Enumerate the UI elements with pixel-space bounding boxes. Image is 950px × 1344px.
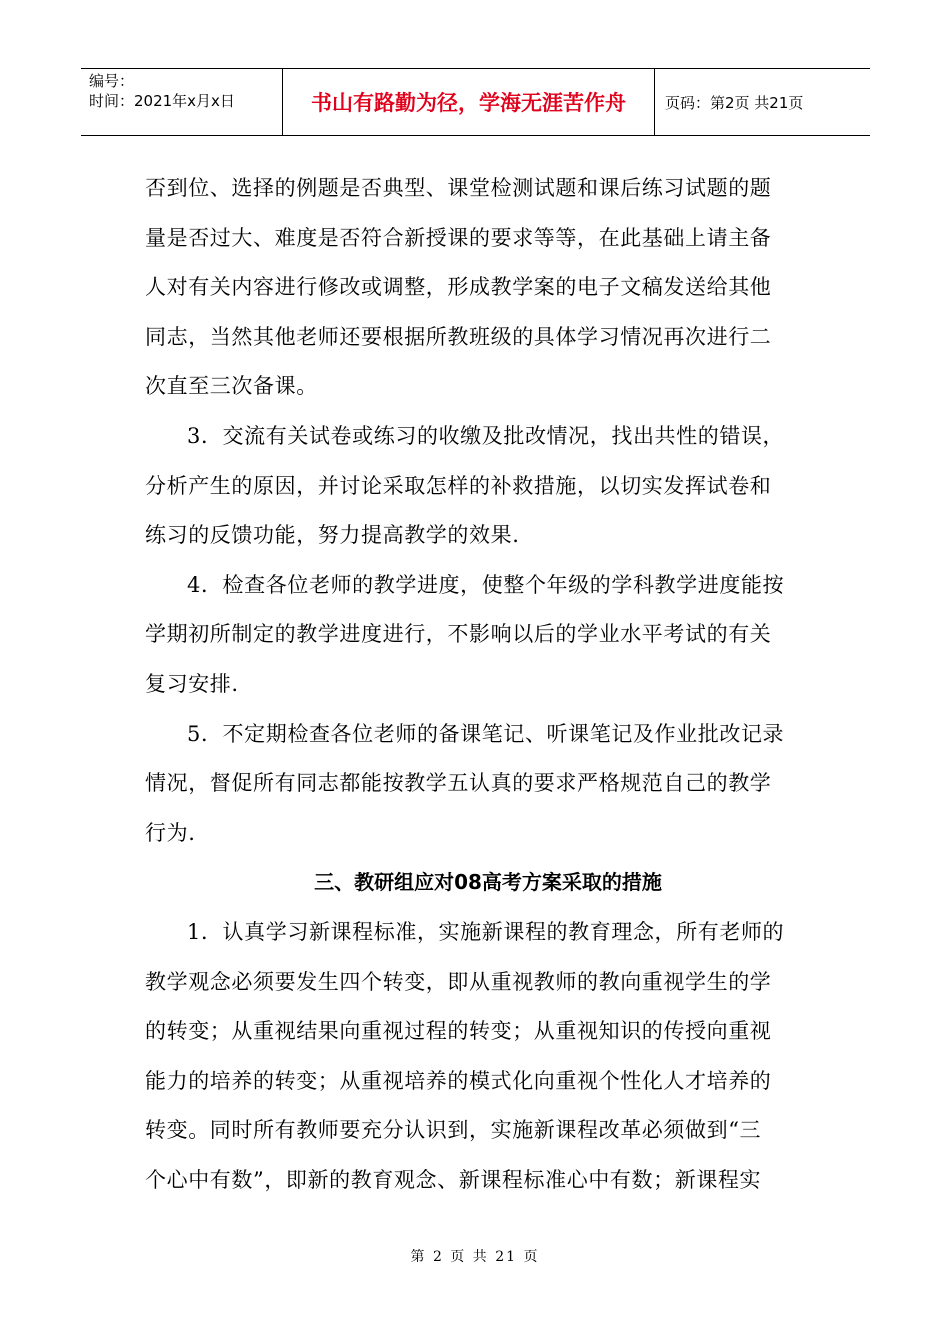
- page-header-table: [81, 68, 870, 136]
- body-line: 3．交流有关试卷或练习的收缴及批改情况，找出共性的错误，: [187, 423, 785, 448]
- document-body: [145, 164, 807, 1205]
- body-line: 1．认真学习新课程标准，实施新课程的教育理念，所有老师的: [187, 919, 785, 944]
- body-line: 学期初所制定的教学进度进行，不影响以后的学业水平考试的有关: [145, 622, 772, 647]
- body-line: 教学观念必须要发生四个转变，即从重视教师的教向重视学生的学: [145, 969, 772, 994]
- body-line: 同志，当然其他老师还要根据所教班级的具体学习情况再次进行二: [145, 324, 772, 349]
- body-line: 5．不定期检查各位老师的备课笔记、听课笔记及作业批改记录: [187, 721, 785, 746]
- body-line: 复习安排.: [145, 671, 239, 696]
- body-line: 情况，督促所有同志都能按教学五认真的要求严格规范自己的教学: [145, 771, 772, 796]
- header-page-info: 页码：第2页 共21页: [665, 93, 804, 112]
- body-line: 量是否过大、难度是否符合新授课的要求等等，在此基础上请主备: [145, 225, 772, 250]
- document-number-label: 编号：: [89, 72, 135, 90]
- body-line: 能力的培养的转变；从重视培养的模式化向重视个性化人才培养的: [145, 1068, 772, 1093]
- document-time-label: 时间：2021年x月x日: [89, 92, 235, 110]
- body-line: 练习的反馈功能，努力提高教学的效果.: [145, 523, 520, 548]
- page-footer: 第 2 页 共 21 页: [410, 1249, 540, 1265]
- body-line: 分析产生的原因，并讨论采取怎样的补救措施，以切实发挥试卷和: [145, 473, 772, 498]
- body-line: 人对有关内容进行修改或调整，形成教学案的电子文稿发送给其他: [145, 275, 772, 300]
- body-line: 个心中有数”，即新的教育观念、新课程标准心中有数；新课程实: [145, 1167, 762, 1192]
- body-line: 转变。同时所有教师要充分认识到，实施新课程改革必须做到“三: [145, 1118, 762, 1143]
- body-line: 行为.: [145, 820, 196, 845]
- body-line: 次直至三次备课。: [145, 374, 318, 399]
- body-line: 否到位、选择的例题是否典型、课堂检测试题和课后练习试题的题: [145, 176, 772, 200]
- body-line: 4．检查各位老师的教学进度，使整个年级的学科教学进度能按: [187, 572, 785, 597]
- section-heading: 三、教研组应对08高考方案采取的措施: [314, 870, 662, 895]
- body-line: 的转变；从重视结果向重视过程的转变；从重视知识的传授向重视: [145, 1019, 772, 1044]
- header-motto: 书山有路勤为径，学海无涯苦作舟: [283, 69, 655, 135]
- header-meta-cell: [81, 69, 283, 135]
